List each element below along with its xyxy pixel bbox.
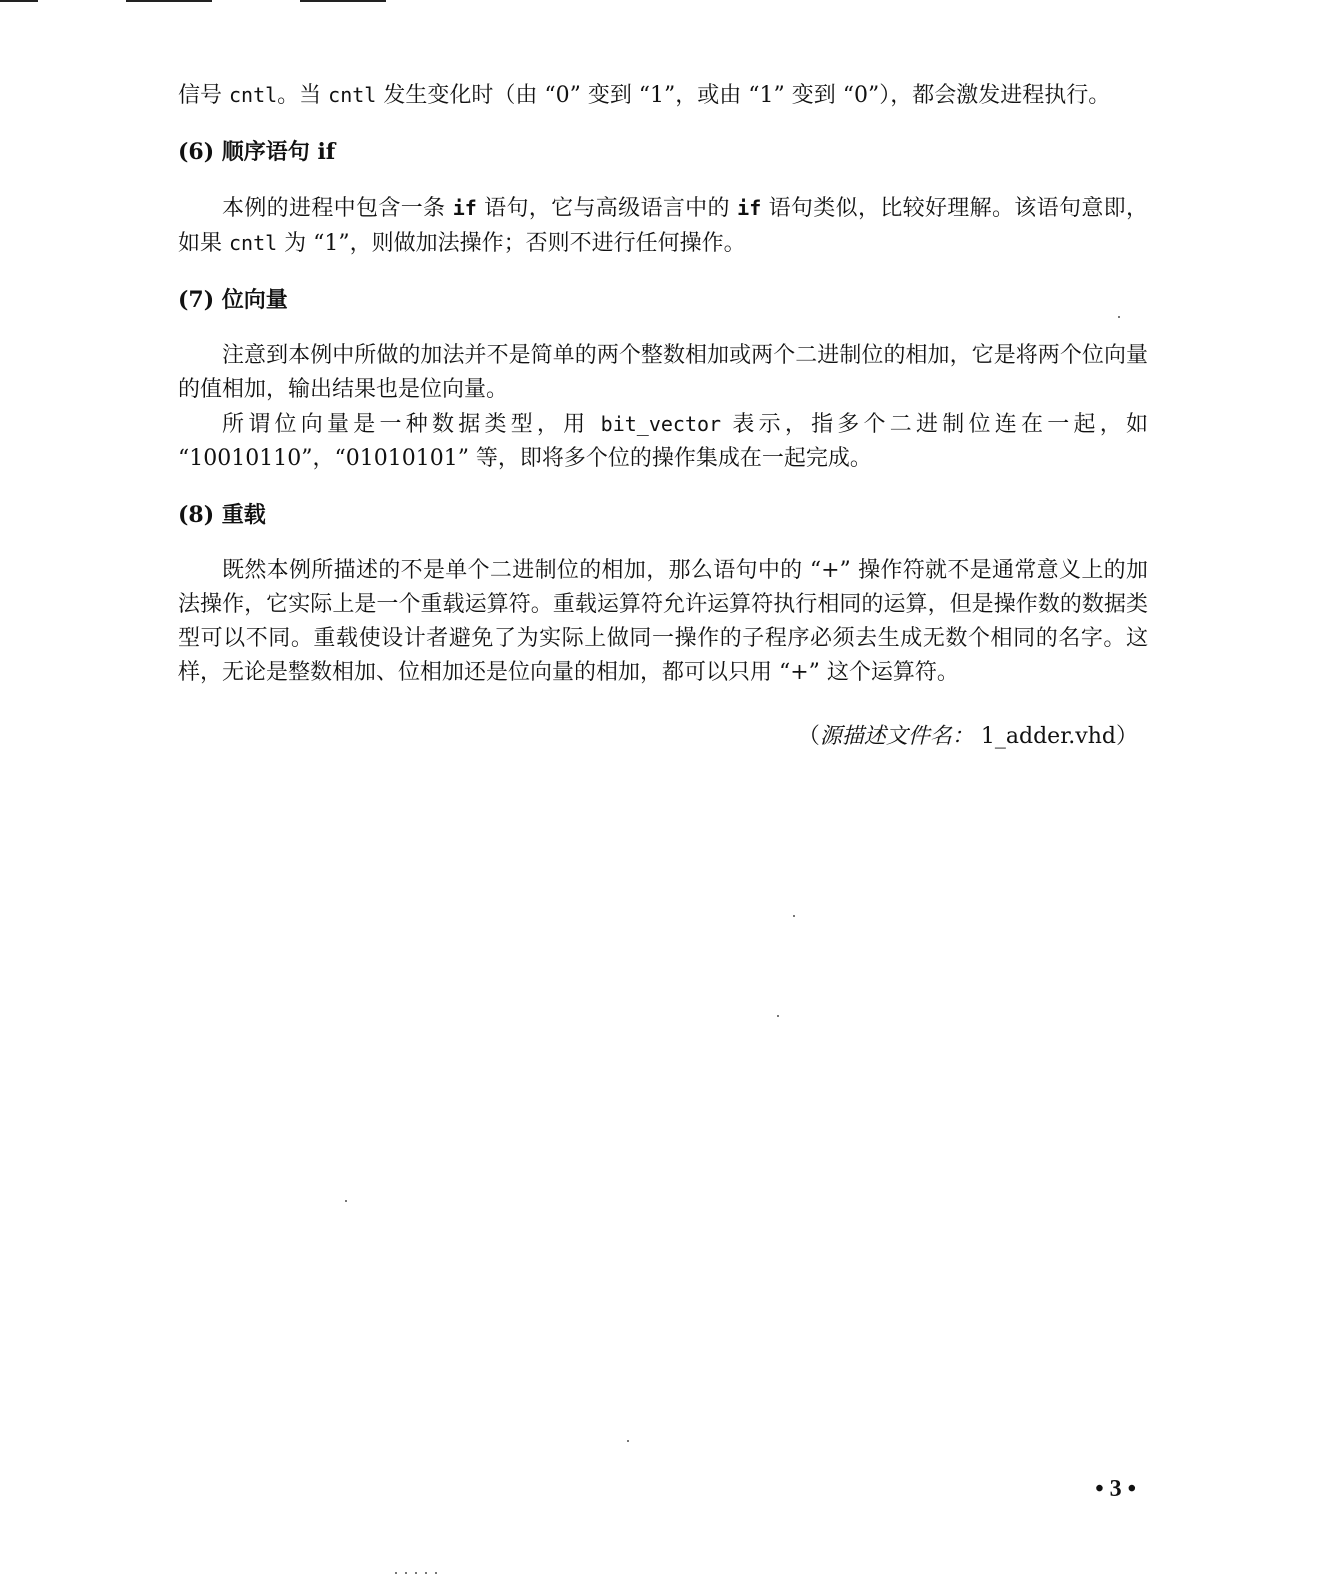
- text: 本例的进程中包含一条: [222, 196, 453, 221]
- text: （: [797, 724, 820, 749]
- paragraph-overloading: 既然本例所描述的不是单个二进制位的相加，那么语句中的 “+” 操作符就不是通常意义上的加法操作，它实际上是一个重载运算符。重载运算符允许运算符执行相同的运算，但是操作数的数据类型可以不同。重载使设计者避免了为实际上做同一操作的子程序必须去生成无数个相同的名字。这样，无论是整数相加、位相加还是位向量的相加，都可以只用 “+” 这个运算符。: [178, 558, 1148, 685]
- text: 发生变化时（由 “0” 变到 “1”，或由 “1” 变到 “0”），都会激发进程执行。: [376, 83, 1111, 108]
- page-number: • 3 •: [1095, 1476, 1136, 1502]
- scan-speck: [435, 1572, 437, 1574]
- paragraph-bit-vector-addition: 注意到本例中所做的加法并不是简单的两个整数相加或两个二进制位的相加，它是将两个位向量的值相加，输出结果也是位向量。: [178, 343, 1148, 402]
- text: 语句类似，比较好理解。该语句意即，如果: [178, 196, 1148, 256]
- scan-speck: [793, 915, 795, 917]
- scan-speck: [395, 1572, 397, 1574]
- source-filename: 1_adder.vhd: [973, 724, 1116, 749]
- heading-section-6: (6) 顺序语句 if: [178, 139, 336, 165]
- scan-mark-middle: [126, 0, 212, 2]
- paragraph-bit-vector-definition: [178, 407, 1148, 476]
- scan-speck: [345, 1200, 347, 1202]
- text: 所谓位向量是一种数据类型，用: [222, 412, 601, 437]
- text: 为 “1”，则做加法操作；否则不进行任何操作。: [277, 231, 746, 256]
- scan-speck: [777, 1015, 779, 1017]
- code-bit-vector: bit_vector: [600, 412, 722, 436]
- scan-mark-right: [300, 0, 386, 2]
- source-label: 源描述文件名：: [819, 724, 974, 749]
- code-cntl: cntl: [229, 83, 278, 107]
- scan-speck: [627, 1440, 629, 1442]
- source-file-note: [178, 720, 1148, 754]
- code-cntl: cntl: [229, 231, 278, 255]
- scan-speck: [415, 1572, 417, 1574]
- text: ）: [1115, 724, 1138, 749]
- heading-section-7: (7) 位向量: [178, 287, 288, 313]
- scan-speck: [425, 1572, 427, 1574]
- text: 表示，指多个二进制位连在一起，如 “10010110”，“01010101” 等，即将多个位的操作集成在一起完成。: [178, 412, 1148, 471]
- document-page: [178, 78, 1148, 754]
- code-if: if: [452, 196, 477, 220]
- scan-speck: [405, 1572, 407, 1574]
- scan-mark-left: [0, 0, 38, 2]
- scan-speck: [1118, 316, 1120, 318]
- text: 。当: [277, 83, 329, 108]
- paragraph-cntl-trigger: [178, 78, 1148, 113]
- code-cntl: cntl: [328, 83, 377, 107]
- text: 语句，它与高级语言中的: [476, 196, 738, 221]
- code-if: if: [737, 196, 762, 220]
- text: 信号: [178, 83, 229, 108]
- heading-section-8: (8) 重载: [178, 502, 266, 528]
- paragraph-if-statement: [178, 191, 1148, 261]
